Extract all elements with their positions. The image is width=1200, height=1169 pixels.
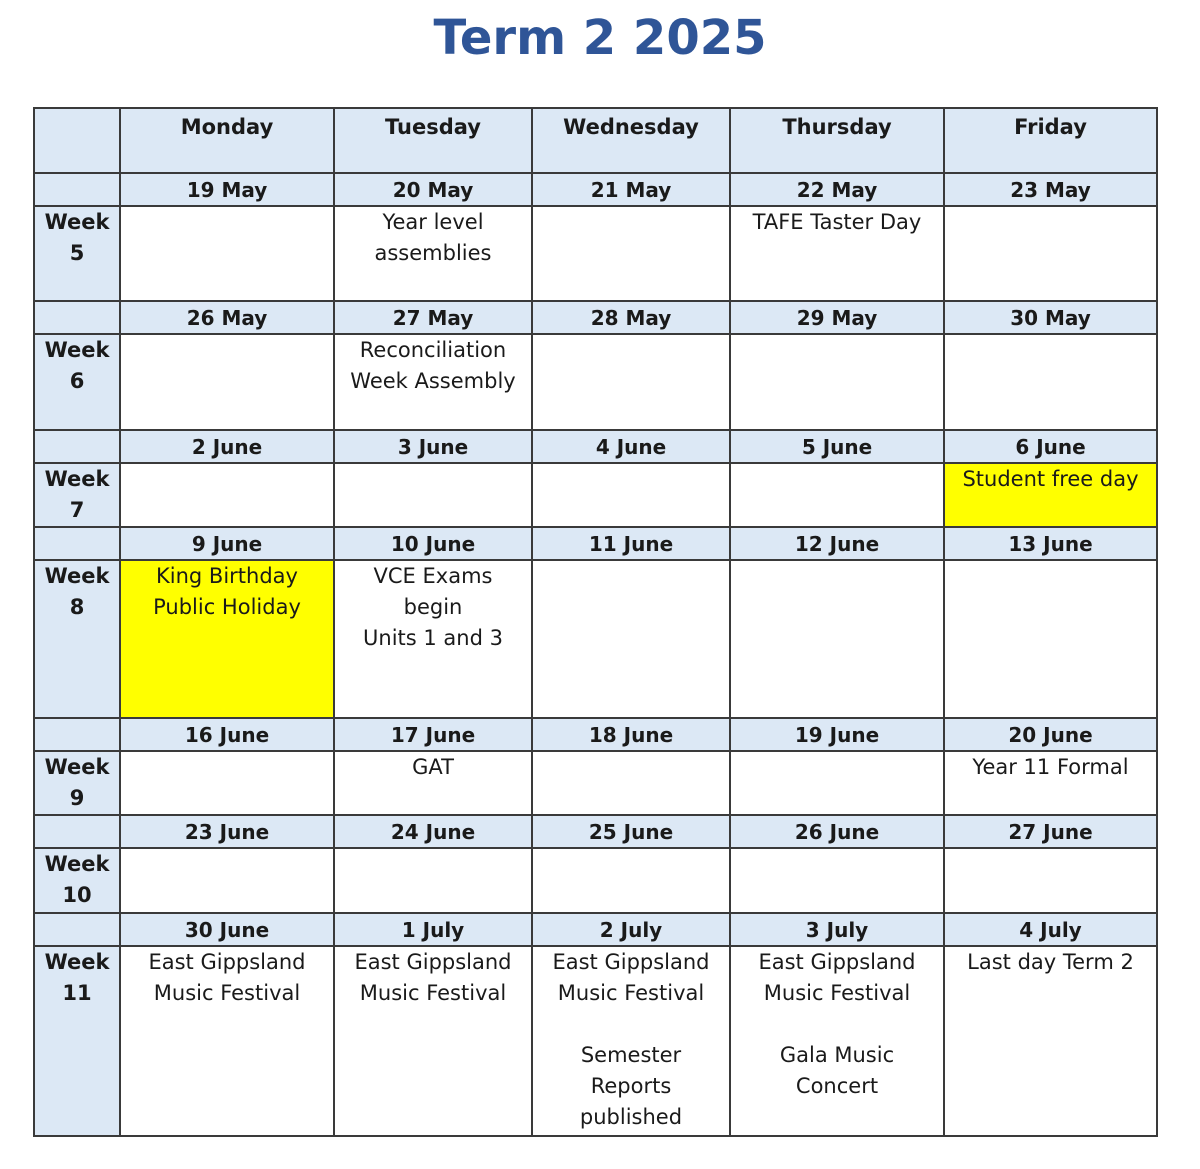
date-row-blank-cell [34, 430, 120, 463]
event-cell-monday [120, 848, 334, 913]
date-cell-friday: 27 June [944, 815, 1157, 848]
event-cell-tuesday: GAT [334, 751, 532, 815]
date-row [34, 527, 1157, 560]
term-calendar-table [33, 107, 1158, 1137]
event-cell-tuesday: VCE Exams begin Units 1 and 3 [334, 560, 532, 718]
event-row [34, 848, 1157, 913]
date-cell-friday: 20 June [944, 718, 1157, 751]
date-cell-tuesday: 27 May [334, 301, 532, 334]
weekday-header-wednesday: Wednesday [532, 108, 730, 173]
event-cell-thursday [730, 848, 944, 913]
event-row [34, 334, 1157, 430]
date-cell-monday: 26 May [120, 301, 334, 334]
week-label: Week 5 [34, 206, 120, 301]
date-cell-tuesday: 17 June [334, 718, 532, 751]
date-row-blank-cell [34, 815, 120, 848]
date-cell-wednesday: 25 June [532, 815, 730, 848]
weekday-header-tuesday: Tuesday [334, 108, 532, 173]
date-row-blank-cell [34, 718, 120, 751]
event-cell-friday [944, 334, 1157, 430]
event-cell-thursday [730, 463, 944, 527]
date-cell-tuesday: 1 July [334, 913, 532, 946]
date-row-blank-cell [34, 527, 120, 560]
event-cell-tuesday: Year level assemblies [334, 206, 532, 301]
event-cell-tuesday: East Gippsland Music Festival [334, 946, 532, 1136]
event-cell-monday [120, 206, 334, 301]
date-cell-wednesday: 2 July [532, 913, 730, 946]
event-cell-wednesday [532, 334, 730, 430]
date-cell-friday: 4 July [944, 913, 1157, 946]
date-row [34, 430, 1157, 463]
date-cell-monday: 23 June [120, 815, 334, 848]
date-cell-thursday: 22 May [730, 173, 944, 206]
event-row [34, 206, 1157, 301]
date-row [34, 173, 1157, 206]
date-cell-wednesday: 4 June [532, 430, 730, 463]
event-cell-monday: King Birthday Public Holiday [120, 560, 334, 718]
week-label: Week 10 [34, 848, 120, 913]
event-cell-thursday: East Gippsland Music Festival Gala Music Concert [730, 946, 944, 1136]
weekday-header-monday: Monday [120, 108, 334, 173]
week-label: Week 6 [34, 334, 120, 430]
date-cell-wednesday: 21 May [532, 173, 730, 206]
date-cell-tuesday: 3 June [334, 430, 532, 463]
date-cell-tuesday: 20 May [334, 173, 532, 206]
event-row [34, 751, 1157, 815]
event-cell-thursday [730, 751, 944, 815]
week-label: Week 9 [34, 751, 120, 815]
date-cell-thursday: 26 June [730, 815, 944, 848]
date-cell-monday: 30 June [120, 913, 334, 946]
event-cell-monday [120, 463, 334, 527]
event-cell-tuesday [334, 463, 532, 527]
event-cell-friday: Student free day [944, 463, 1157, 527]
event-row [34, 463, 1157, 527]
event-cell-friday [944, 206, 1157, 301]
week-label: Week 7 [34, 463, 120, 527]
event-cell-monday: East Gippsland Music Festival [120, 946, 334, 1136]
event-row [34, 560, 1157, 718]
date-cell-wednesday: 18 June [532, 718, 730, 751]
date-row-blank-cell [34, 913, 120, 946]
event-cell-friday [944, 560, 1157, 718]
corner-cell [34, 108, 120, 173]
event-cell-friday: Last day Term 2 [944, 946, 1157, 1136]
date-cell-thursday: 12 June [730, 527, 944, 560]
event-cell-tuesday [334, 848, 532, 913]
date-cell-tuesday: 24 June [334, 815, 532, 848]
date-row [34, 913, 1157, 946]
date-cell-friday: 23 May [944, 173, 1157, 206]
date-cell-friday: 6 June [944, 430, 1157, 463]
weekday-header-friday: Friday [944, 108, 1157, 173]
date-cell-wednesday: 28 May [532, 301, 730, 334]
date-cell-wednesday: 11 June [532, 527, 730, 560]
date-row-blank-cell [34, 173, 120, 206]
event-row [34, 946, 1157, 1136]
calendar-title: Term 2 2025 [433, 10, 767, 66]
event-cell-thursday: TAFE Taster Day [730, 206, 944, 301]
event-cell-thursday [730, 560, 944, 718]
week-label: Week 8 [34, 560, 120, 718]
event-cell-wednesday [532, 560, 730, 718]
event-cell-thursday [730, 334, 944, 430]
event-cell-monday [120, 334, 334, 430]
date-cell-friday: 13 June [944, 527, 1157, 560]
event-cell-friday: Year 11 Formal [944, 751, 1157, 815]
date-cell-tuesday: 10 June [334, 527, 532, 560]
date-cell-monday: 2 June [120, 430, 334, 463]
weekday-header-thursday: Thursday [730, 108, 944, 173]
event-cell-tuesday: Reconciliation Week Assembly [334, 334, 532, 430]
event-cell-wednesday [532, 751, 730, 815]
date-cell-thursday: 5 June [730, 430, 944, 463]
date-cell-thursday: 3 July [730, 913, 944, 946]
date-row [34, 718, 1157, 751]
date-cell-thursday: 19 June [730, 718, 944, 751]
event-cell-wednesday [532, 848, 730, 913]
event-cell-wednesday [532, 206, 730, 301]
date-cell-monday: 16 June [120, 718, 334, 751]
date-row [34, 815, 1157, 848]
event-cell-wednesday [532, 463, 730, 527]
date-cell-monday: 19 May [120, 173, 334, 206]
weekday-header-row [34, 108, 1157, 173]
date-cell-thursday: 29 May [730, 301, 944, 334]
event-cell-monday [120, 751, 334, 815]
date-cell-friday: 30 May [944, 301, 1157, 334]
date-row-blank-cell [34, 301, 120, 334]
date-row [34, 301, 1157, 334]
week-label: Week 11 [34, 946, 120, 1136]
date-cell-monday: 9 June [120, 527, 334, 560]
event-cell-friday [944, 848, 1157, 913]
event-cell-wednesday: East Gippsland Music Festival Semester Reports published [532, 946, 730, 1136]
